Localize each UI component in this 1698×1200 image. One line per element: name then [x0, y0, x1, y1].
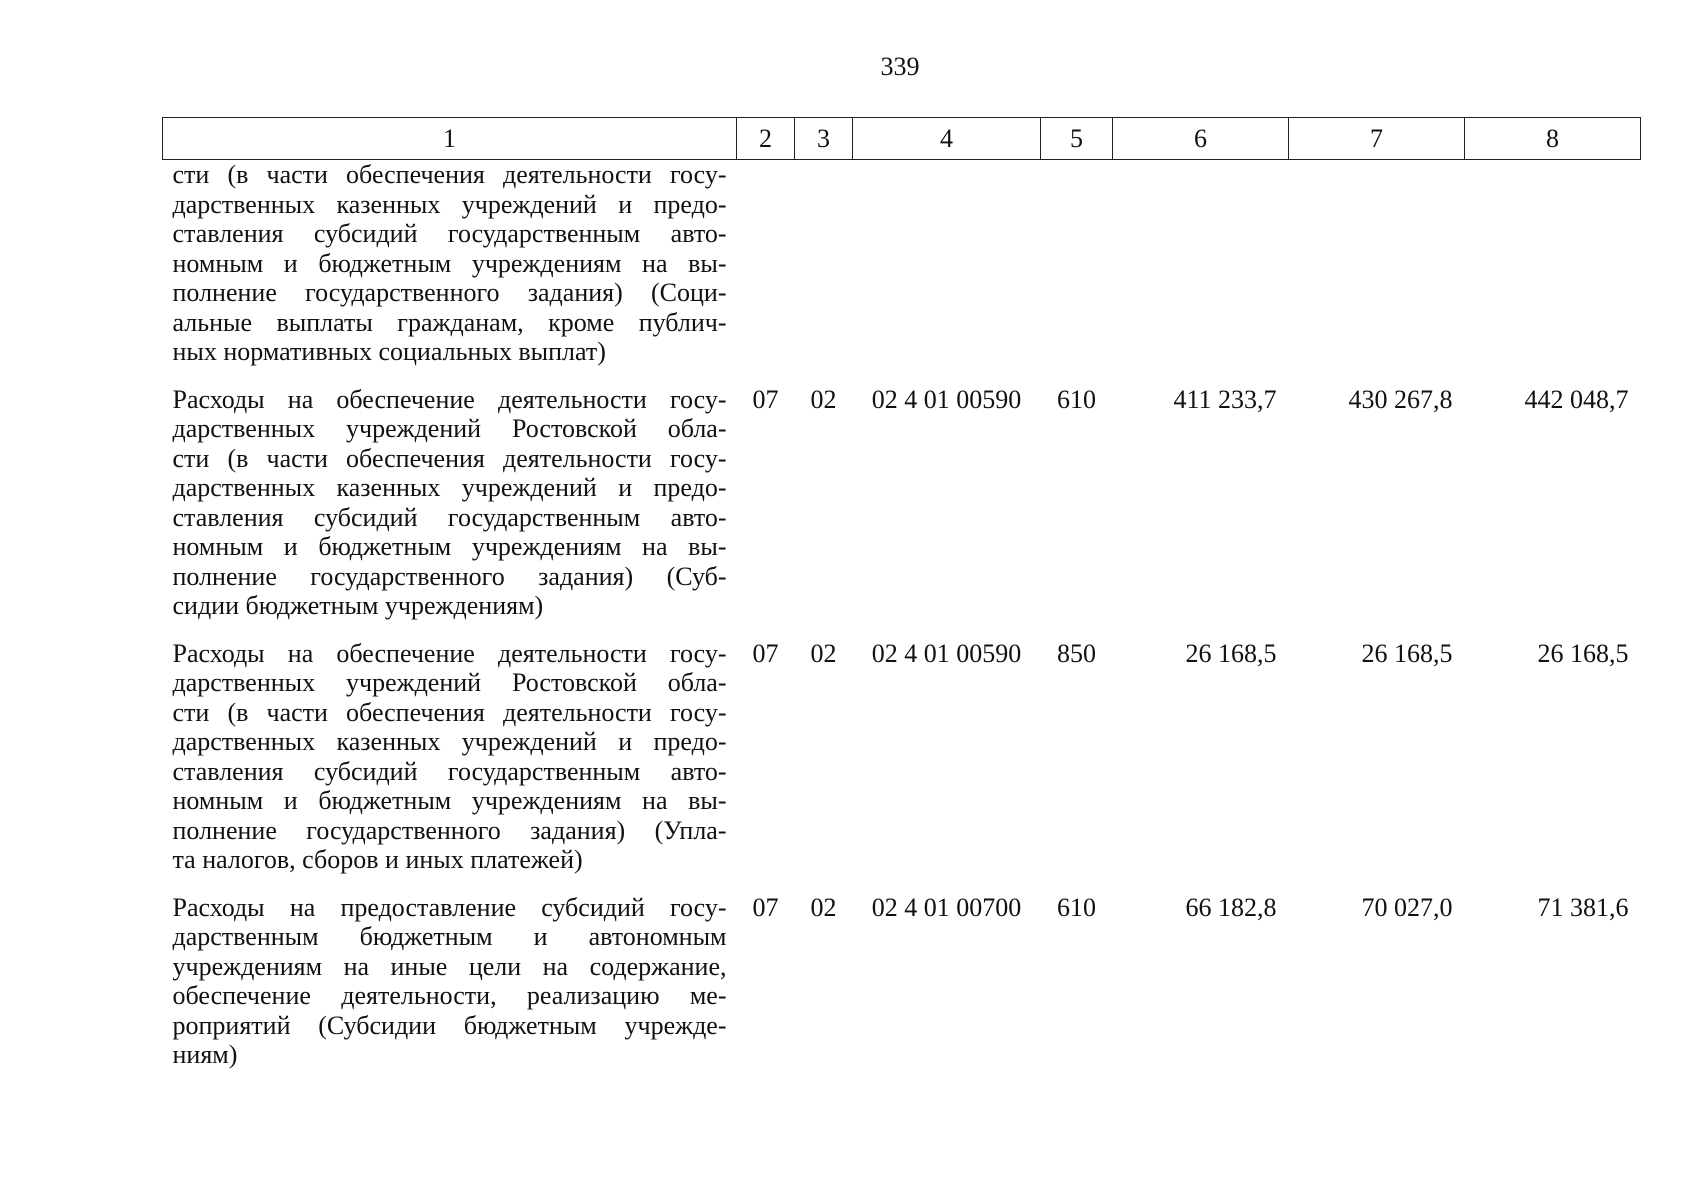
description-line: обеспечение деятельности, реализацию ме-: [172, 981, 727, 1010]
description-line: Расходы на предоставление субсидий госу-: [172, 892, 727, 922]
column-header-5: 5: [1041, 118, 1113, 160]
column-header-3: 3: [795, 118, 853, 160]
description-line: дарственным бюджетным и автономным: [172, 922, 727, 951]
target-article-code: 02 4 01 00700: [871, 892, 1022, 922]
section-code: 07: [752, 384, 779, 414]
description-line: Расходы на обеспечение деятельности госу-: [172, 638, 727, 668]
amount-col-8: 71 381,6: [1537, 892, 1629, 922]
expense-type-code: 850: [1057, 638, 1096, 668]
column-header-6: 6: [1113, 118, 1289, 160]
expense-type-code: 610: [1057, 384, 1096, 414]
budget-table: [162, 117, 1641, 1088]
amount-col-8: 442 048,7: [1524, 384, 1629, 414]
description-line: дарственных казенных учреждений и предо-: [172, 189, 727, 219]
row-description: [163, 639, 737, 893]
amount-col-7: 70 027,0: [1361, 892, 1453, 922]
description-line: альные выплаты гражданам, кроме публич-: [172, 307, 727, 337]
table-row: [163, 385, 1641, 639]
amount-col-8: [1465, 160, 1641, 385]
page-number: 339: [880, 52, 920, 81]
subsection-code: 02: [810, 892, 837, 922]
description-line: полнение государственного задания) (Упла-: [172, 815, 727, 845]
amount-col-7: 430 267,8: [1348, 384, 1453, 414]
subsection-code: 02: [810, 384, 837, 414]
subsection-code: 02: [810, 638, 837, 668]
amount-col-7: [1289, 160, 1465, 385]
expense-type-code: [1041, 160, 1113, 385]
description-line: сидии бюджетным учреждениям): [172, 591, 544, 620]
target-article-code: [853, 160, 1041, 385]
description-line: ставления субсидий государственным авто-: [172, 502, 727, 532]
description-line: ниям): [172, 1040, 238, 1069]
description-line: ставления субсидий государственным авто-: [172, 219, 727, 248]
row-description: [163, 893, 737, 1088]
amount-col-6: [1113, 160, 1289, 385]
table-row: [163, 639, 1641, 893]
description-line: номным и бюджетным учреждениям на вы-: [172, 248, 727, 278]
column-header-4: 4: [853, 118, 1041, 160]
column-header-8: 8: [1465, 118, 1641, 160]
description-line: сти (в части обеспечения деятельности госу-: [172, 443, 727, 473]
row-description: [163, 385, 737, 639]
description-line: номным и бюджетным учреждениям на вы-: [172, 532, 727, 561]
row-description: [163, 160, 737, 385]
amount-col-7: 26 168,5: [1361, 638, 1453, 668]
description-line: дарственных казенных учреждений и предо-: [172, 727, 727, 756]
description-line: номным и бюджетным учреждениям на вы-: [172, 786, 727, 815]
description-line: полнение государственного задания) (Суб-: [172, 561, 727, 591]
table-row: [163, 893, 1641, 1088]
column-header-2: 2: [737, 118, 795, 160]
target-article-code: 02 4 01 00590: [871, 384, 1022, 414]
section-code: 07: [752, 892, 779, 922]
column-header-7: 7: [1289, 118, 1465, 160]
description-line: дарственных учреждений Ростовской обла-: [172, 414, 727, 443]
description-line: ных нормативных социальных выплат): [172, 337, 606, 366]
amount-col-6: 66 182,8: [1185, 892, 1277, 922]
column-header-1: 1: [163, 118, 737, 160]
description-line: сти (в части обеспечения деятельности госу-: [172, 697, 727, 727]
amount-col-6: 26 168,5: [1185, 638, 1277, 668]
description-line: учреждениям на иные цели на содержание,: [172, 951, 727, 981]
description-line: дарственных учреждений Ростовской обла-: [172, 668, 727, 697]
description-line: дарственных казенных учреждений и предо-: [172, 473, 727, 502]
amount-col-6: 411 233,7: [1173, 384, 1277, 414]
table-header-row: [163, 118, 1641, 160]
target-article-code: 02 4 01 00590: [871, 638, 1022, 668]
table-body: [163, 160, 1641, 1088]
description-line: Расходы на обеспечение деятельности госу-: [172, 384, 727, 414]
description-line: полнение государственного задания) (Соци-: [172, 278, 727, 307]
subsection-code: [795, 160, 853, 385]
description-line: ставления субсидий государственным авто-: [172, 756, 727, 786]
description-line: та налогов, сборов и иных платежей): [172, 845, 583, 874]
description-line: сти (в части обеспечения деятельности госу-: [172, 160, 727, 189]
table-row: [163, 160, 1641, 385]
expense-type-code: 610: [1057, 892, 1096, 922]
section-code: 07: [752, 638, 779, 668]
amount-col-8: 26 168,5: [1537, 638, 1629, 668]
section-code: [737, 160, 795, 385]
description-line: роприятий (Субсидии бюджетным учрежде-: [172, 1010, 727, 1040]
